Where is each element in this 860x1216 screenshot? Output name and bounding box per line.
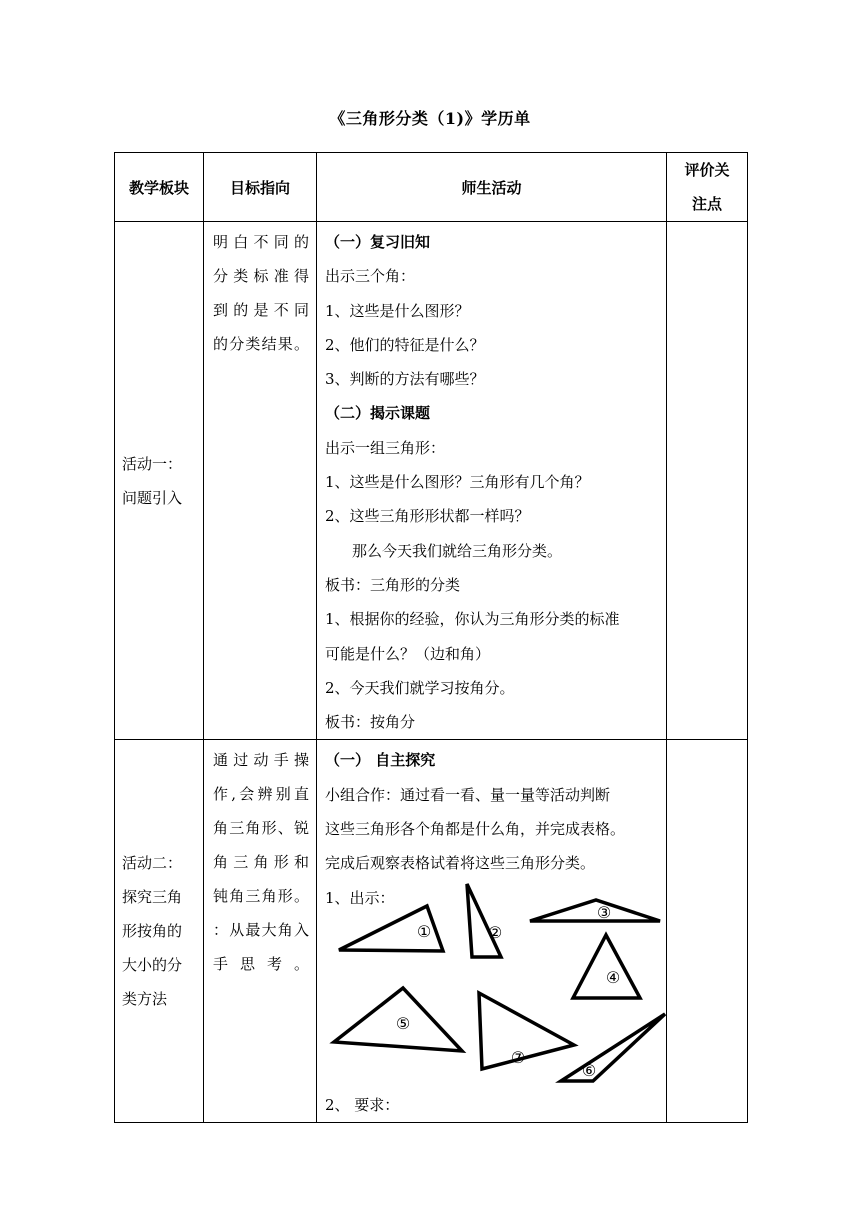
- row2-goal-cell: [204, 740, 317, 1122]
- triangle-label: ④: [605, 967, 621, 987]
- activity-line: 小组合作：通过看一看、量一量等活动判断: [325, 785, 611, 804]
- lesson-table: [114, 152, 748, 1123]
- header-eval: [667, 153, 748, 222]
- row2-goal-line: ：从最大角入: [213, 921, 309, 940]
- activity-line: 那么今天我们就给三角形分类。: [352, 541, 563, 560]
- row2-module-line: 大小的分: [122, 956, 183, 975]
- activity-line: 2、他们的特征是什么？: [325, 335, 485, 354]
- show-label: 1、出示：: [325, 888, 395, 907]
- header-activity: 师生活动: [317, 153, 667, 222]
- triangle-label: ②: [487, 922, 503, 942]
- table-row: [115, 740, 748, 1122]
- table-row: [115, 222, 748, 740]
- header-eval-line2: 注点: [691, 195, 722, 213]
- activity-line: 1、这些是什么图形？三角形有几个角？: [325, 473, 590, 492]
- table-header-row: [115, 153, 748, 222]
- row1-goal-line: 分类标准得: [213, 267, 309, 285]
- row1-goal-line: 到的是不同: [213, 301, 309, 319]
- activity-line: 出示三个角：: [325, 267, 416, 286]
- triangle-figure: [325, 881, 660, 1088]
- row1-activity-cell: [317, 222, 667, 740]
- triangle-label: ⑥: [581, 1060, 597, 1080]
- activity-line: 3、判断的方法有哪些？: [325, 370, 485, 389]
- header-module: 教学板块: [115, 153, 204, 222]
- triangle-7: [479, 993, 574, 1069]
- row2-module-line: 类方法: [122, 990, 168, 1009]
- requirement-line: 2、 要求：: [325, 1095, 400, 1114]
- row2-module-line: 探究三角: [122, 888, 183, 907]
- activity-line: 板书：三角形的分类: [325, 575, 461, 594]
- row1-module-line: 活动一：: [122, 454, 183, 473]
- triangle-4: [573, 935, 640, 998]
- triangle-label: ①: [416, 921, 432, 941]
- row2-module-line: 活动二：: [122, 854, 183, 873]
- triangle-6: [561, 1014, 665, 1081]
- activity-line: 1、根据你的经验，你认为三角形分类的标准: [325, 610, 620, 629]
- row2-eval-cell: [667, 740, 748, 1122]
- row1-module-cell: [115, 222, 204, 740]
- row2-goal-line: 角三角形、锐: [213, 819, 309, 838]
- activity-line: 可能是什么？（边和角）: [325, 644, 491, 663]
- row2-goal-line: 角三角形和: [213, 853, 309, 872]
- activity-line: 2、今天我们就学习按角分。: [325, 678, 515, 697]
- row1-module-line: 问题引入: [122, 488, 183, 507]
- row2-goal-line: 手思考。: [213, 955, 309, 974]
- row2-goal-line: 作,会辨别直: [213, 785, 309, 804]
- document-title: 《三角形分类（1)》学历单: [329, 109, 531, 128]
- activity-line: 板书：按角分: [325, 713, 416, 732]
- activity-line: 2、这些三角形形状都一样吗？: [325, 507, 530, 526]
- section-heading: （一） 自主探究: [325, 751, 436, 770]
- row1-goal-line: 明白不同的: [213, 233, 309, 251]
- section-heading: （二）揭示课题: [325, 404, 431, 423]
- triangle-label: ③: [596, 902, 612, 922]
- header-goal: 目标指向: [204, 153, 317, 222]
- row1-goal-line: 的分类结果。: [213, 335, 309, 353]
- row2-activity-cell: [317, 740, 667, 1122]
- triangle-label: ⑤: [395, 1013, 411, 1033]
- triangle-diagram: [317, 881, 667, 1088]
- row2-module-cell: [115, 740, 204, 1122]
- triangle-label: ⑦: [510, 1047, 526, 1067]
- triangle-2: [467, 884, 501, 957]
- row1-eval-cell: [667, 222, 748, 740]
- activity-line: 完成后观察表格试着将这些三角形分类。: [325, 854, 596, 873]
- activity-line: 这些三角形各个角都是什么角，并完成表格。: [325, 820, 626, 839]
- row2-module-line: 形按角的: [122, 922, 183, 941]
- row2-goal-line: 通过动手操: [213, 751, 309, 770]
- activity-line: 1、这些是什么图形？: [325, 301, 470, 320]
- section-heading: （一）复习旧知: [325, 233, 431, 251]
- header-eval-line1: 评价关: [684, 161, 730, 179]
- triangle-3: [530, 900, 660, 921]
- activity-line: 出示一组三角形：: [325, 438, 446, 457]
- row1-goal-cell: [204, 222, 317, 740]
- row2-goal-line: 钝角三角形。: [213, 887, 309, 906]
